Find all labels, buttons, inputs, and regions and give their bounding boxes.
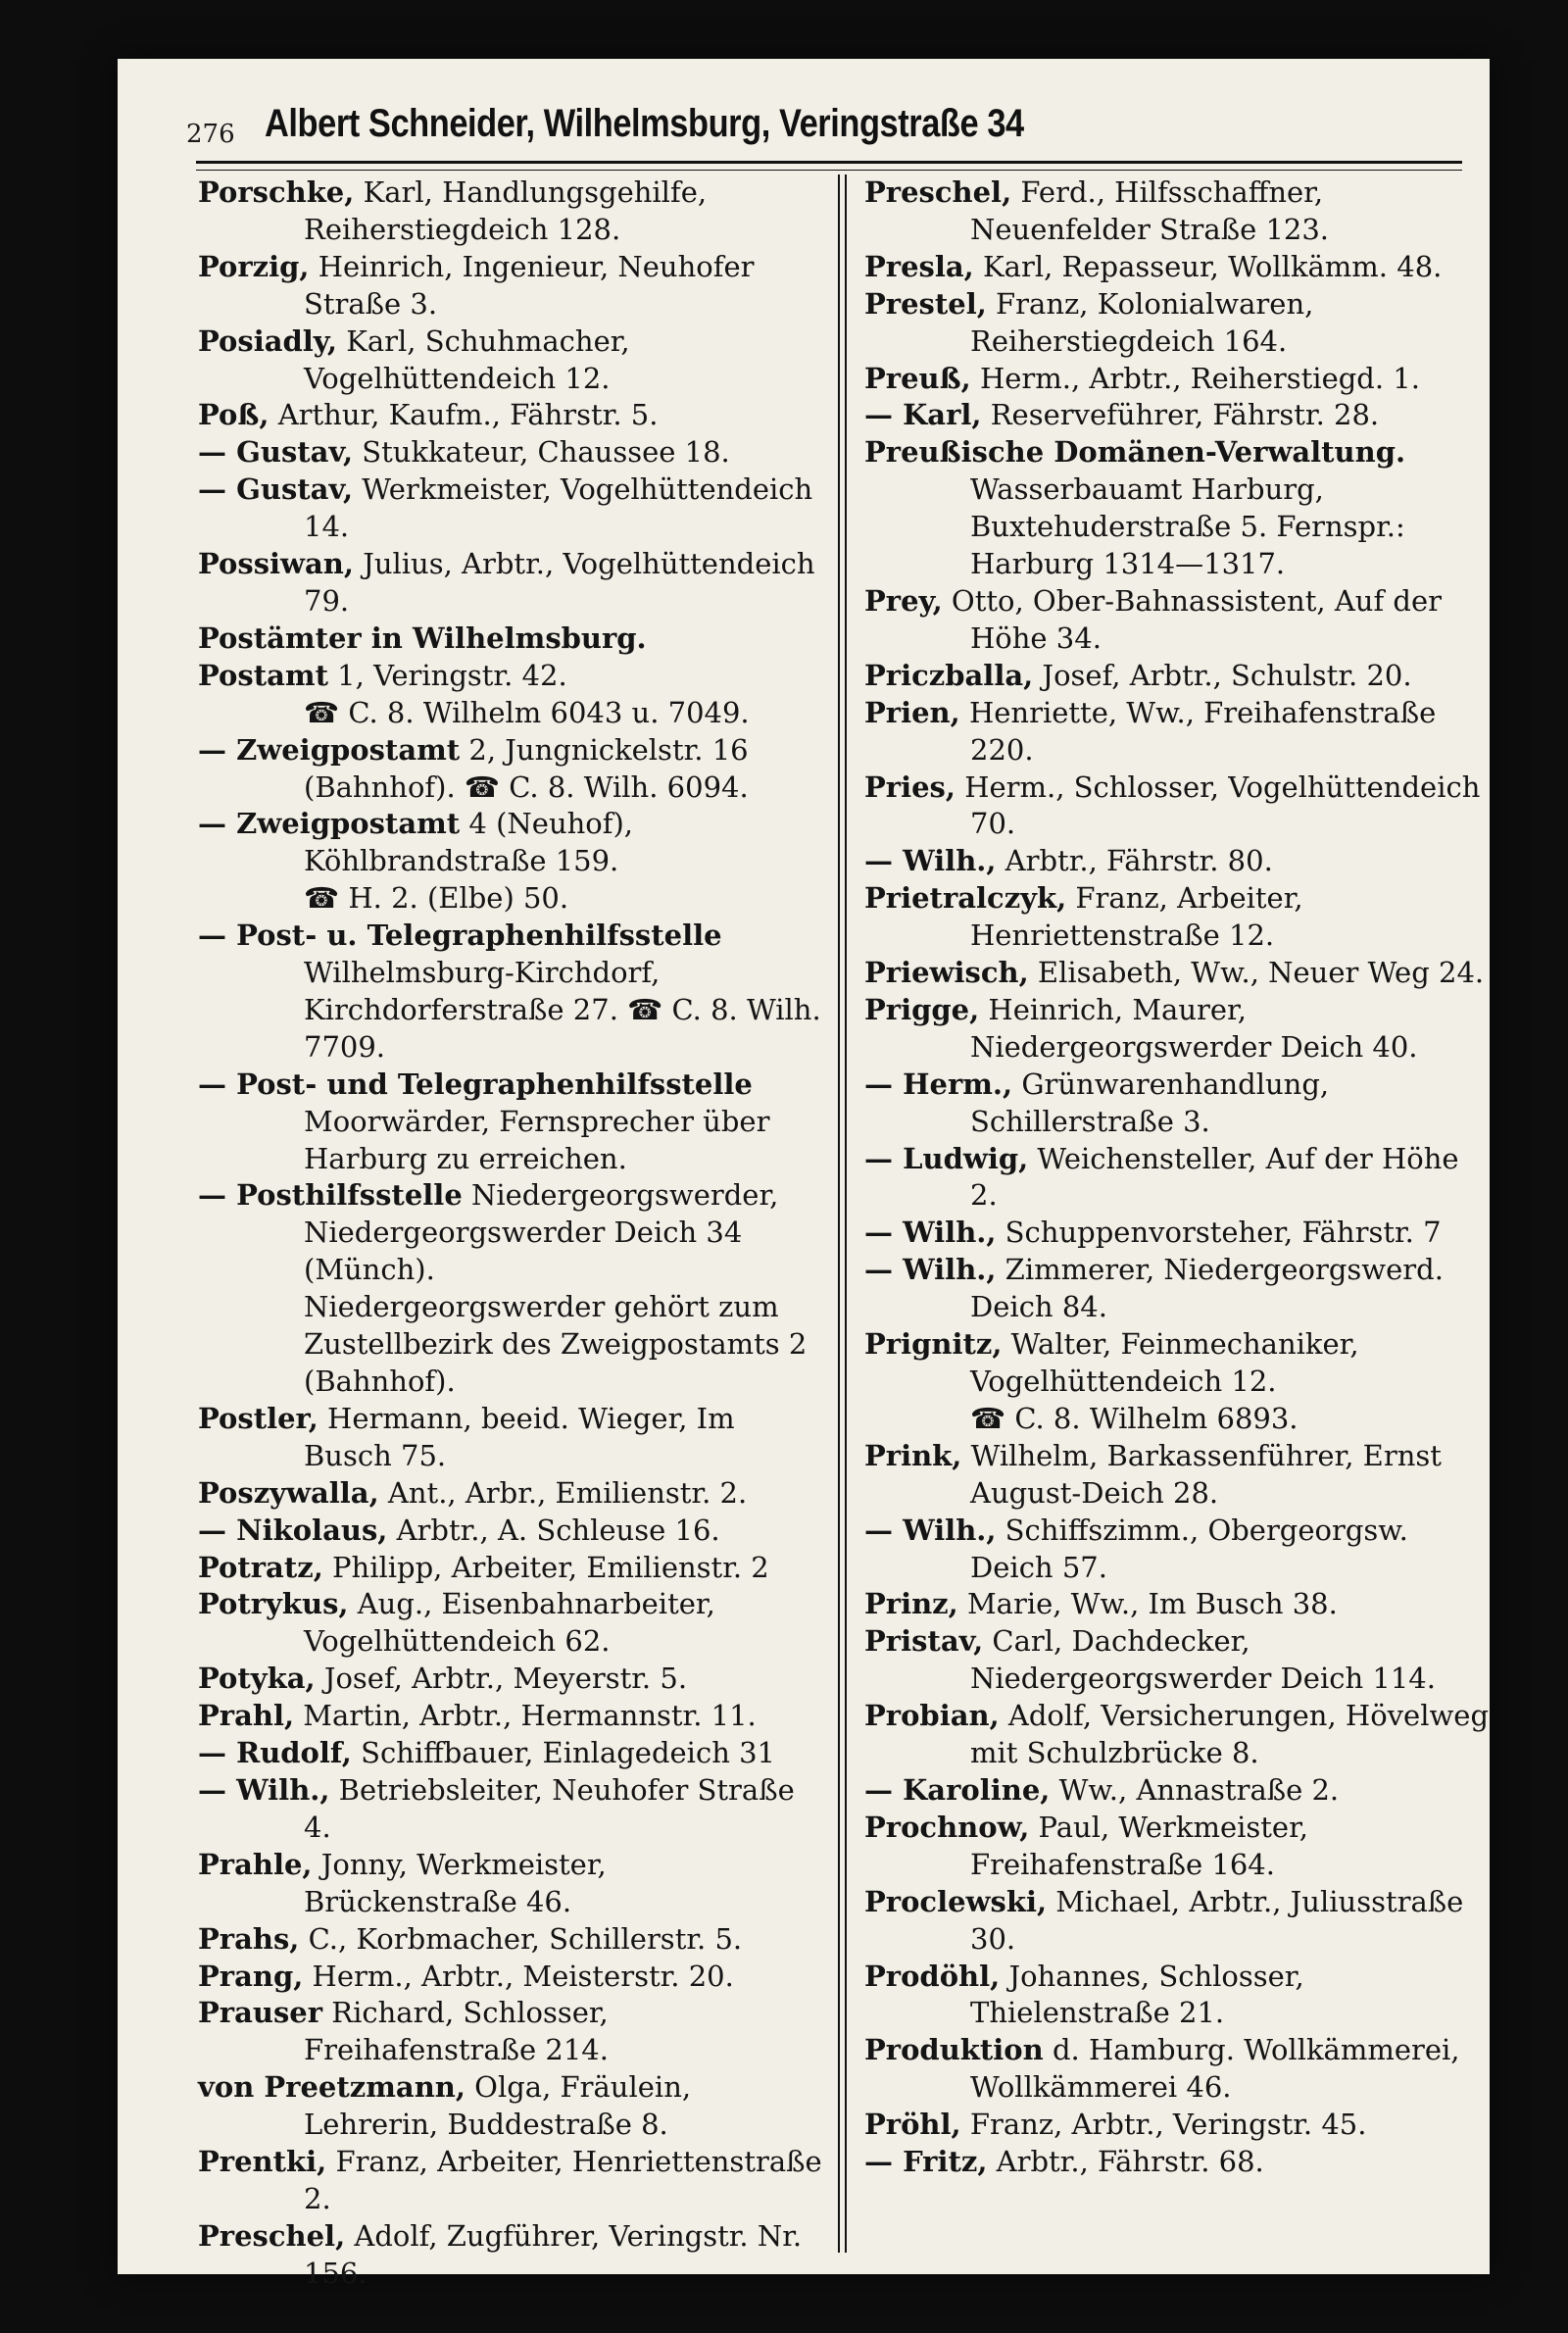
directory-entry (864, 1513, 1492, 1587)
entry-details: Arbtr., Fährstr. 68. (987, 2145, 1264, 2179)
directory-entry (198, 397, 825, 434)
entry-details: Werkmeister, Vogelhüttendeich 14. (304, 472, 813, 544)
entry-details: Johannes, Schlosser, Thielenstraße 21. (970, 1959, 1304, 2030)
entry-name: Prink, (864, 1438, 962, 1472)
entry-details: Betriebsleiter, Neuhofer Straße 4. (304, 1772, 795, 1844)
entry-name: Prodöhl, (864, 1959, 1001, 1993)
directory-entry (864, 1215, 1492, 1252)
entry-name: — Fritz, (864, 2145, 988, 2179)
directory-entry (864, 1810, 1492, 1884)
directory-entry (198, 1475, 825, 1513)
entry-details: Ww., Annastraße 2. (1050, 1772, 1340, 1807)
directory-entry (198, 1401, 825, 1475)
entry-name: Porschke, (198, 175, 355, 209)
directory-entry (198, 434, 825, 472)
entry-name: Prahl, (198, 1699, 295, 1733)
entry-name: — Zweigpostamt (198, 807, 461, 841)
entry-details: Otto, Ober-Bahnassistent, Auf der Höhe 34. (942, 583, 1442, 655)
column-divider (838, 174, 847, 2253)
page-number: 276 (186, 120, 235, 149)
entry-details: Grünwarenhandlung, Schillerstraße 3. (970, 1067, 1330, 1138)
entry-name: — Karl, (864, 398, 982, 432)
directory-entry (864, 286, 1492, 361)
entry-name: Preschel, (198, 2218, 346, 2253)
entry-details: 2, Jungnickelstr. 16 (Bahnhof). ☎ C. 8. Wilh. 6094. (304, 732, 749, 804)
entry-details: Marie, Ww., Im Busch 38. (957, 1587, 1338, 1621)
directory-entry (198, 2144, 825, 2218)
entry-details: Niedergeorgswerder, Niedergeorgswerder Deich 34 (Münch). (304, 1178, 779, 1287)
directory-entry (198, 1586, 825, 1661)
entry-details: Franz, Arbeiter, Henriettenstraße 12. (970, 881, 1303, 953)
entry-name: Possiwan, (198, 547, 354, 581)
directory-entry (864, 1252, 1492, 1326)
entry-name: Pröhl, (864, 2108, 961, 2142)
directory-entry (864, 1623, 1492, 1698)
entry-name: Preußische Domänen-Verwaltung. (864, 435, 1406, 470)
entry-details: Wilhelm, Barkassenführer, Ernst August-Deich 28. (961, 1438, 1442, 1510)
entry-name: Potyka, (198, 1662, 316, 1696)
entry-name: Presla, (864, 249, 974, 283)
entry-details: Franz, Kolonialwaren, Reiherstiegdeich 164. (970, 286, 1314, 358)
entry-details: Aug., Eisenbahnarbeiter, Vogelhüttendeich 62. (304, 1587, 715, 1659)
entry-details: Stukkateur, Chaussee 18. (353, 435, 730, 470)
directory-entry (864, 249, 1492, 286)
directory-entry (864, 472, 1492, 583)
entry-name: Prignitz, (864, 1327, 1003, 1362)
entry-details: Ferd., Hilfsschaffner, Neuenfelder Straße 123. (970, 175, 1330, 246)
entry-name: Prietralczyk, (864, 881, 1067, 916)
page-header (186, 98, 1460, 167)
directory-entry (198, 918, 825, 1067)
entry-name: — Wilh., (198, 1772, 330, 1807)
directory-entry (198, 1847, 825, 1921)
entry-details: Josef, Arbtr., Schulstr. 20. (1033, 658, 1412, 692)
directory-entry (198, 880, 825, 918)
entry-details: 4 (Neuhof), Köhlbrandstraße 159. (304, 807, 634, 878)
entry-details: Richard, Schlosser, Freihafenstraße 214. (304, 1996, 609, 2067)
entry-details: Moorwärder, Fernsprecher über Harburg zu erreichen. (304, 1104, 770, 1175)
entry-details: Arbtr., A. Schleuse 16. (387, 1513, 720, 1547)
directory-entry (198, 1550, 825, 1587)
directory-entry (198, 658, 825, 695)
entry-name: — Rudolf, (198, 1736, 352, 1770)
entry-name: Prang, (198, 1959, 304, 1993)
directory-entry (864, 1959, 1492, 2033)
directory-entry (864, 992, 1492, 1067)
directory-entry (864, 880, 1492, 955)
directory-entry (198, 546, 825, 620)
entry-details: Walter, Feinmechaniker, Vogelhüttendeich 12. (970, 1327, 1359, 1398)
entry-details: Julius, Arbtr., Vogelhüttendeich 79. (304, 547, 815, 618)
entry-details: Philipp, Arbeiter, Emilienstr. 2 (322, 1550, 769, 1584)
directory-entry (198, 472, 825, 546)
entry-details: Karl, Repasseur, Wollkämm. 48. (973, 249, 1443, 283)
directory-entry (864, 583, 1492, 658)
directory-entry (864, 1884, 1492, 1959)
entry-details: Adolf, Versicherungen, Hövelweg mit Schulzbrücke 8. (970, 1699, 1490, 1770)
entry-name: — Wilh., (864, 1216, 997, 1250)
entry-name: Prauser (198, 1996, 323, 2030)
entry-details: Herm., Schlosser, Vogelhüttendeich 70. (955, 769, 1481, 841)
directory-entry (864, 2144, 1492, 2181)
entry-name: — Gustav, (198, 472, 354, 507)
entry-name: — Posthilfsstelle (198, 1178, 463, 1213)
directory-entry (198, 1698, 825, 1735)
entry-name: — Herm., (864, 1067, 1013, 1101)
entry-name: Priewisch, (864, 956, 1029, 990)
entry-details: Elisabeth, Ww., Neuer Weg 24. (1028, 956, 1485, 990)
running-title: Albert Schneider, Wilhelmsburg, Veringstraße 34 (265, 102, 1024, 145)
entry-name: Postämter in Wilhelmsburg. (198, 620, 647, 655)
entry-name: — Wilh., (864, 844, 997, 878)
entry-name: Poß, (198, 398, 270, 432)
entry-details: Zimmerer, Niedergeorgswerd. Deich 84. (970, 1253, 1444, 1324)
directory-entry (198, 1289, 825, 1401)
entry-details: Wilhelmsburg-Kirchdorf, Kirchdorferstraße 27. ☎ C. 8. Wilh. 7709. (304, 956, 821, 1064)
entry-name: Prey, (864, 583, 943, 618)
directory-entry (864, 1141, 1492, 1216)
entry-name: — Ludwig, (864, 1141, 1029, 1175)
entry-name: Preschel, (864, 175, 1012, 209)
directory-entry (198, 1513, 825, 1550)
entry-details: Heinrich, Maurer, Niedergeorgswerder Deich 40. (970, 992, 1418, 1064)
entry-details: Hermann, beeid. Wieger, Im Busch 75. (304, 1401, 735, 1472)
directory-entry (198, 1772, 825, 1847)
entry-name: Postler, (198, 1401, 318, 1435)
entry-details: C., Korbmacher, Schillerstr. 5. (299, 1921, 743, 1956)
entry-name: Prinz, (864, 1587, 958, 1621)
entry-name: — Post- und Telegraphenhilfsstelle (198, 1067, 753, 1101)
entry-name: Prigge, (864, 992, 980, 1026)
entry-details: Michael, Arbtr., Juliusstraße 30. (970, 1884, 1464, 1956)
entry-details: Ant., Arbr., Emilienstr. 2. (378, 1475, 748, 1510)
directory-entry (198, 1661, 825, 1698)
entry-details: Paul, Werkmeister, Freihafenstraße 164. (970, 1810, 1308, 1881)
entry-name: Poszywalla, (198, 1475, 379, 1510)
entry-name: Pristav, (864, 1624, 984, 1659)
directory-entry (864, 769, 1492, 844)
entry-details: Wasserbauamt Harburg, Buxtehuderstraße 5. Fernspr.: Harburg 1314—1317. (970, 472, 1405, 581)
entry-details: Weichensteller, Auf der Höhe 2. (970, 1141, 1459, 1213)
directory-entry (864, 843, 1492, 880)
entry-details: Herm., Arbtr., Meisterstr. 20. (303, 1959, 734, 1993)
directory-entry (864, 361, 1492, 398)
entry-name: Potratz, (198, 1550, 323, 1584)
entry-details: Martin, Arbtr., Hermannstr. 11. (294, 1699, 757, 1733)
entry-details: Karl, Schuhmacher, Vogelhüttendeich 12. (304, 323, 630, 395)
entry-name: Priczballa, (864, 658, 1034, 692)
entry-details: Reserveführer, Fährstr. 28. (981, 398, 1380, 432)
entry-details: ☎ C. 8. Wilhelm 6043 u. 7049. (304, 695, 750, 729)
entry-details: Arthur, Kaufm., Fährstr. 5. (269, 398, 659, 432)
entry-details: Adolf, Zugführer, Veringstr. Nr. 156. (304, 2218, 803, 2290)
entry-details: Herm., Arbtr., Reiherstiegd. 1. (970, 361, 1420, 395)
entry-details: Franz, Arbeiter, Henriettenstraße 2. (304, 2145, 822, 2215)
entry-details: Niedergeorgswerder gehört zum Zustellbezirk des Zweigpostamts 2 (Bahnhof). (304, 1290, 808, 1398)
entry-details: ☎ C. 8. Wilhelm 6893. (970, 1401, 1298, 1435)
entry-name: — Zweigpostamt (198, 732, 461, 767)
directory-entry (198, 1921, 825, 1959)
entry-name: Pries, (864, 769, 956, 804)
directory-entry (198, 1177, 825, 1289)
header-rule (196, 161, 1462, 171)
entry-details: Karl, Handlungsgehilfe, Reiherstiegdeich 128. (304, 175, 708, 246)
directory-entry (864, 397, 1492, 434)
directory-entry (198, 2069, 825, 2144)
entry-details: Carl, Dachdecker, Niedergeorgswerder Deich 114. (970, 1624, 1436, 1696)
directory-entry (864, 1586, 1492, 1623)
directory-entry (864, 1067, 1492, 1141)
directory-entry (864, 1772, 1492, 1810)
entry-details: Schiffbauer, Einlagedeich 31 (351, 1736, 775, 1770)
entry-name: Prestel, (864, 286, 987, 321)
entry-name: von Preetzmann, (198, 2070, 466, 2105)
directory-entry (198, 732, 825, 807)
entry-name: Porzig, (198, 249, 310, 283)
entry-name: Prahs, (198, 1921, 300, 1956)
directory-entry (864, 1698, 1492, 1772)
directory-entry (864, 1326, 1492, 1401)
entry-details: Schuppenvorsteher, Fährstr. 7 (996, 1216, 1442, 1250)
entry-details: Olga, Fräulein, Lehrerin, Buddestraße 8. (304, 2070, 692, 2142)
entry-name: Preuß, (864, 361, 971, 395)
directory-entry (198, 1995, 825, 2069)
directory-entry (198, 174, 825, 249)
entry-name: Produktion (864, 2033, 1044, 2067)
entry-name: — Nikolaus, (198, 1513, 388, 1547)
directory-entry (198, 695, 825, 732)
entry-name: Prahle, (198, 1847, 313, 1881)
right-column (864, 174, 1492, 2181)
entry-details: Franz, Arbtr., Veringstr. 45. (960, 2108, 1367, 2142)
directory-entry (198, 806, 825, 880)
directory-entry (198, 249, 825, 323)
directory-entry (198, 2218, 825, 2293)
entry-details: d. Hamburg. Wollkämmerei, Wollkämmerei 46. (970, 2033, 1460, 2105)
directory-entry (864, 955, 1492, 992)
entry-name: Posiadly, (198, 323, 337, 358)
entry-details: Arbtr., Fährstr. 80. (996, 844, 1273, 878)
directory-entry (864, 1401, 1492, 1438)
directory-entry (864, 2107, 1492, 2144)
entry-name: — Gustav, (198, 435, 354, 470)
directory-entry (198, 323, 825, 398)
entry-name: — Karoline, (864, 1772, 1051, 1807)
entry-name: Postamt (198, 658, 328, 692)
entry-details: ☎ H. 2. (Elbe) 50. (304, 881, 569, 916)
directory-entry (198, 1735, 825, 1772)
left-column (198, 174, 825, 2293)
entry-name: Potrykus, (198, 1587, 349, 1621)
entry-details: Josef, Arbtr., Meyerstr. 5. (315, 1662, 688, 1696)
entry-details: Heinrich, Ingenieur, Neuhofer Straße 3. (304, 249, 755, 321)
directory-entry (864, 434, 1492, 472)
entry-details: 1, Veringstr. 42. (327, 658, 567, 692)
entry-name: — Wilh., (864, 1513, 997, 1547)
entry-name: Probian, (864, 1699, 1000, 1733)
directory-entry (198, 1959, 825, 1996)
directory-entry (864, 1438, 1492, 1513)
entry-name: Prochnow, (864, 1810, 1030, 1844)
entry-details: Schiffszimm., Obergeorgsw. Deich 57. (970, 1513, 1408, 1584)
directory-entry (198, 1067, 825, 1178)
directory-entry (864, 695, 1492, 769)
directory-entry (864, 174, 1492, 249)
entry-details: Henriette, Ww., Freihafenstraße 220. (959, 695, 1437, 767)
entry-name: Prien, (864, 695, 960, 729)
entry-name: — Post- u. Telegraphenhilfsstelle (198, 918, 722, 953)
entry-name: Proclewski, (864, 1884, 1048, 1918)
entry-name: — Wilh., (864, 1253, 997, 1287)
directory-page (118, 59, 1490, 2290)
directory-entry (864, 2032, 1492, 2107)
directory-entry (198, 620, 825, 658)
entry-details: Jonny, Werkmeister, Brückenstraße 46. (304, 1847, 607, 1918)
entry-name: Prentki, (198, 2145, 327, 2179)
directory-entry (864, 658, 1492, 695)
